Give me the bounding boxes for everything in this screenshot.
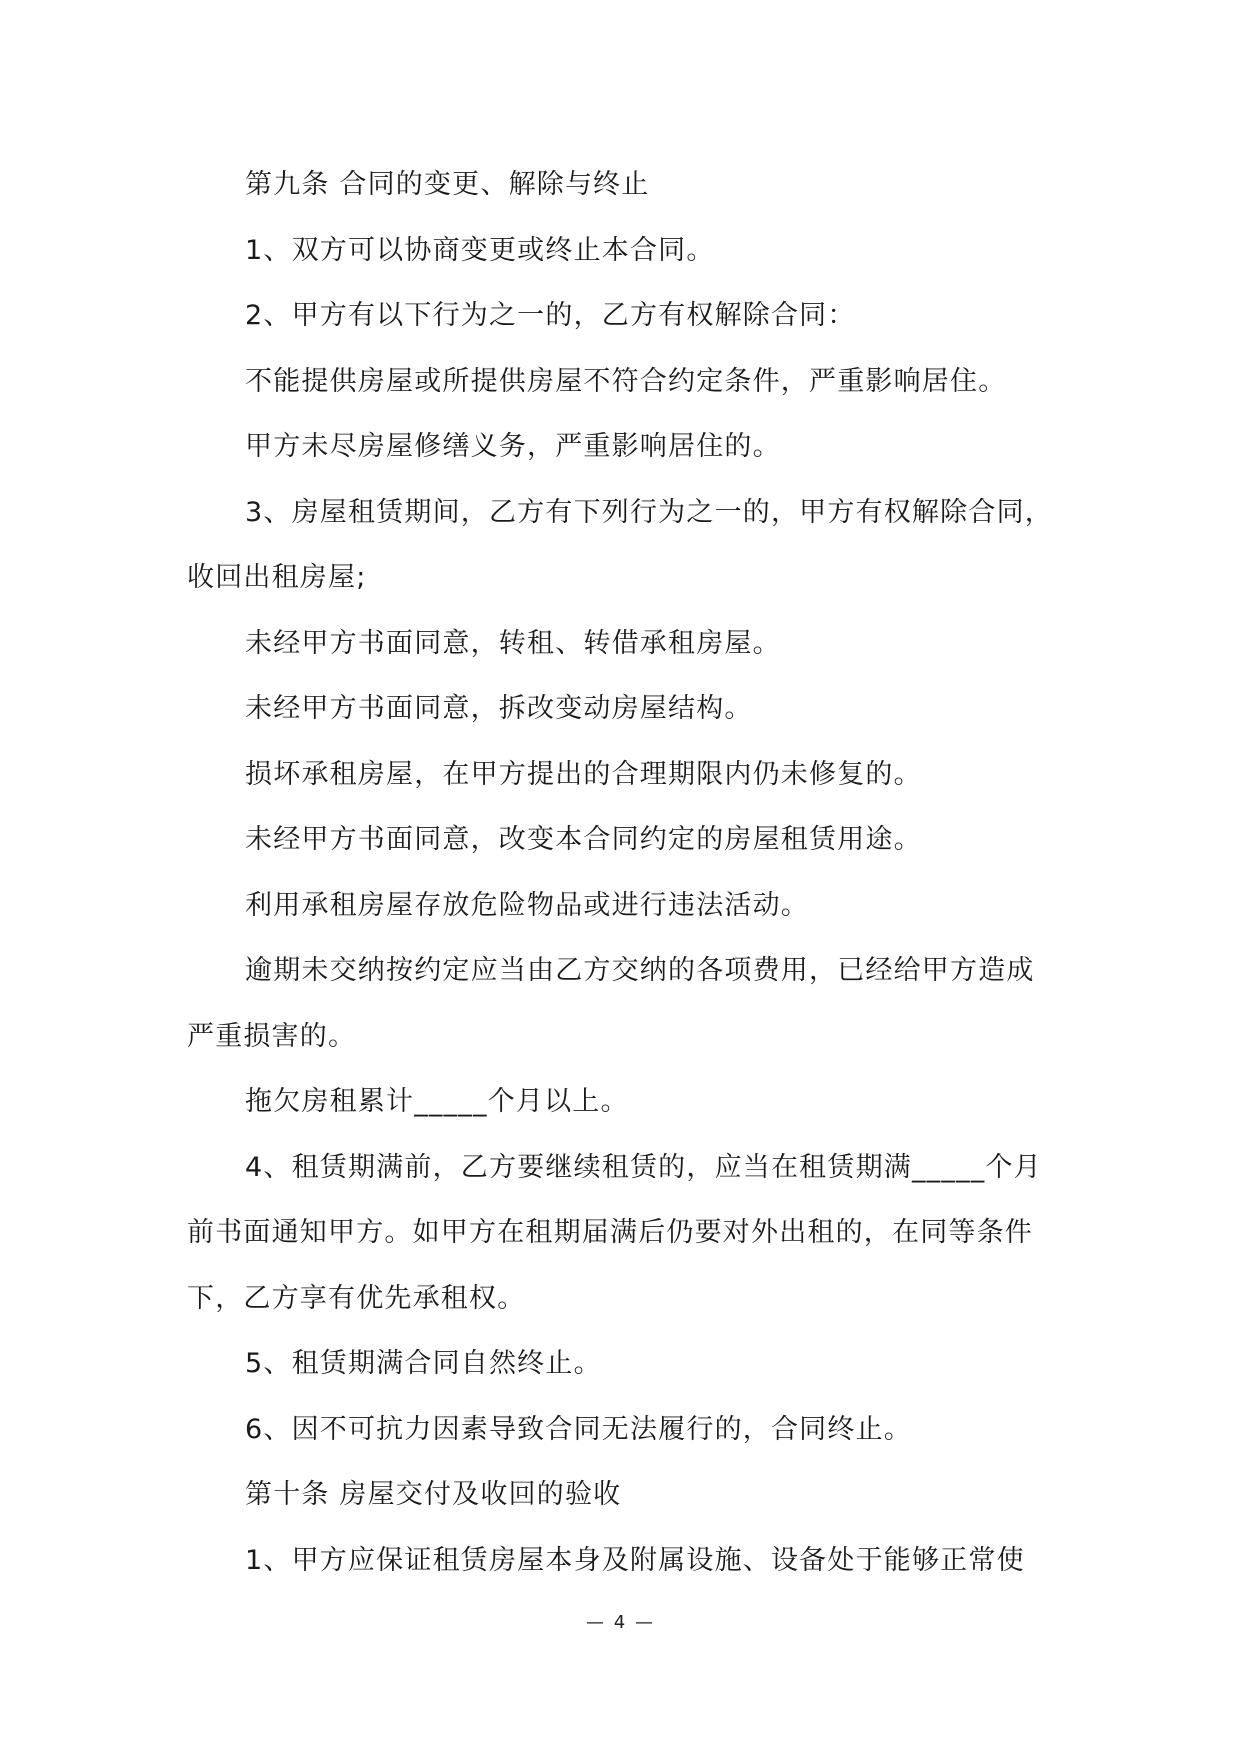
clause-9-5: 5、租赁期满合同自然终止。 <box>245 1348 602 1379</box>
clause-9-3-item-5: 利用承租房屋存放危险物品或进行违法活动。 <box>245 889 809 921</box>
clause-9-4: 4、租赁期满前，乙方要继续租赁的，应当在租赁期满_____个月前书面通知甲方。如甲方在租期届满后仍要对外出租的，在同等条件下，乙方享有优先承租权。 <box>187 1151 1042 1314</box>
clause-9-3: 3、房屋租赁期间，乙方有下列行为之一的，甲方有权解除合同，收回出租房屋; <box>187 496 1053 593</box>
clause-10-1: 1、甲方应保证租赁房屋本身及附属设施、设备处于能够正常使 <box>245 1544 1025 1576</box>
clause-9-2: 2、甲方有以下行为之一的，乙方有权解除合同： <box>245 300 856 331</box>
clause-9-3-item-3: 损坏承租房屋，在甲方提出的合理期限内仍未修复的。 <box>245 758 922 790</box>
clause-9-1: 1、双方可以协商变更或终止本合同。 <box>245 234 715 266</box>
section-heading-article-10: 第十条 房屋交付及收回的验收 <box>245 1479 622 1510</box>
section-heading-article-9: 第九条 合同的变更、解除与终止 <box>245 169 650 200</box>
page-number: — 4 — <box>586 1612 655 1633</box>
clause-9-6: 6、因不可抗力因素导致合同无法履行的，合同终止。 <box>245 1413 912 1445</box>
clause-9-2-item-1: 不能提供房屋或所提供房屋不符合约定条件，严重影响居住。 <box>245 365 1007 397</box>
clause-9-3-item-6: 逾期未交纳按约定应当由乙方交纳的各项费用，已经给甲方造成严重损害的。 <box>187 955 1035 1052</box>
clause-9-3-item-1: 未经甲方书面同意，转租、转借承租房屋。 <box>245 627 781 659</box>
clause-9-2-item-2: 甲方未尽房屋修缮义务，严重影响居住的。 <box>245 431 781 462</box>
clause-9-3-item-7: 拖欠房租累计_____个月以上。 <box>245 1086 629 1117</box>
document-body <box>187 152 1057 1593</box>
clause-9-3-item-2: 未经甲方书面同意，拆改变动房屋结构。 <box>245 693 753 724</box>
clause-9-3-item-4: 未经甲方书面同意，改变本合同约定的房屋租赁用途。 <box>245 824 922 855</box>
